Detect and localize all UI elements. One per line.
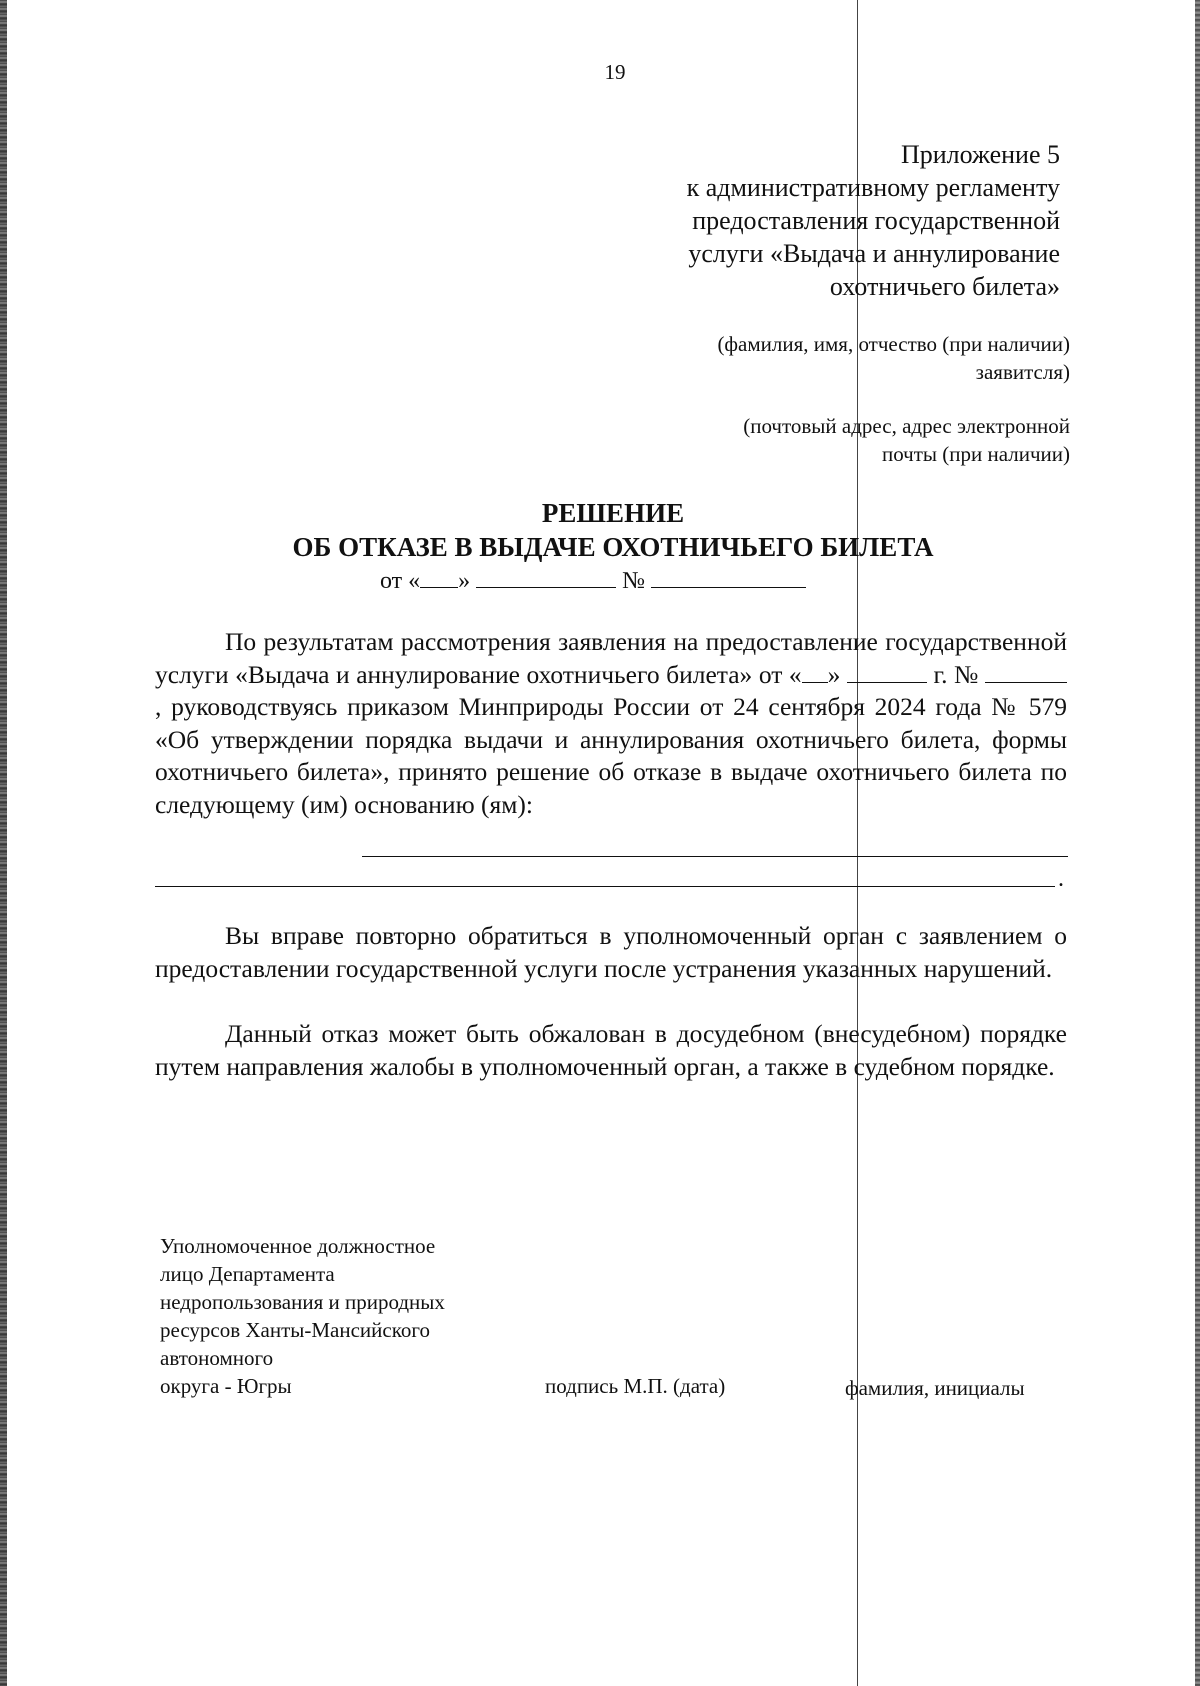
reason-line-2 bbox=[155, 886, 1055, 887]
day-blank bbox=[802, 662, 828, 683]
month-blank bbox=[847, 662, 927, 683]
applicant-name-caption bbox=[550, 330, 1070, 386]
paragraph-text: » bbox=[827, 659, 841, 689]
paragraph-text: г. № bbox=[933, 659, 979, 689]
scan-right-edge bbox=[1195, 0, 1200, 1686]
decision-date-number-line bbox=[380, 565, 806, 595]
official-title bbox=[160, 1232, 520, 1400]
appendix-line: охотничьего билета» bbox=[829, 272, 1060, 301]
name-initials-caption: фамилия, инициалы bbox=[845, 1376, 1025, 1400]
appendix-line: услуги «Выдача и аннулирование bbox=[688, 239, 1060, 268]
official-line: автономного bbox=[160, 1346, 274, 1370]
appendix-line: к административному регламенту bbox=[686, 173, 1060, 202]
official-line: ресурсов Ханты-Мансийского bbox=[160, 1318, 430, 1342]
applicant-address-caption bbox=[550, 412, 1070, 468]
title-line-2: ОБ ОТКАЗЕ В ВЫДАЧЕ ОХОТНИЧЬЕГО БИЛЕТА bbox=[292, 532, 934, 562]
caption-line: почты (при наличии) bbox=[881, 442, 1070, 466]
number-sign: № bbox=[622, 568, 646, 594]
appendix-header bbox=[540, 138, 1060, 303]
caption-line: (почтовый адрес, адрес электронной bbox=[743, 414, 1070, 438]
date-prefix: от « bbox=[380, 568, 421, 594]
reason-end-dot: . bbox=[1058, 866, 1064, 892]
paragraph-text: Вы вправе повторно обратиться в уполномоченный орган с заявлением о предоставлении государственной услуги после устранения указанных нарушений. bbox=[155, 921, 1067, 983]
paragraph-appeal bbox=[155, 1018, 1067, 1083]
reason-line-1 bbox=[362, 856, 1068, 857]
paragraph-text: Данный отказ может быть обжалован в досудебном (внесудебном) порядке путем направления жалобы в уполномоченный орган, а также в судебном порядке. bbox=[155, 1019, 1067, 1081]
official-line: недропользования и природных bbox=[160, 1290, 445, 1314]
date-mid: » bbox=[458, 568, 471, 594]
title-line-1: РЕШЕНИЕ bbox=[541, 498, 685, 528]
page-number: 19 bbox=[604, 60, 626, 84]
caption-line: заявитсля) bbox=[975, 360, 1070, 384]
signature-caption: подпись М.П. (дата) bbox=[545, 1374, 726, 1398]
paragraph-decision bbox=[155, 626, 1067, 821]
scan-left-edge bbox=[0, 0, 7, 1686]
appendix-line: Приложение 5 bbox=[900, 140, 1060, 169]
document-title bbox=[150, 496, 1076, 564]
official-line: лицо Департамента bbox=[160, 1262, 335, 1286]
month-year-blank bbox=[476, 565, 616, 588]
number-blank bbox=[985, 662, 1067, 683]
official-line: Уполномоченное должностное bbox=[160, 1234, 436, 1258]
official-line: округа - Югры bbox=[160, 1374, 292, 1398]
appendix-line: предоставления государственной bbox=[692, 206, 1060, 235]
paragraph-reapply bbox=[155, 920, 1067, 985]
paragraph-text: , руководствуясь приказом Минприроды России от 24 сентября 2024 года № 579 «Об утверждении порядка выдачи и аннулирования охотничьего билета, формы охотничьего билета», принято решение об отказе в выдаче охотничьего билета по следующему (им) основанию (ям): bbox=[155, 692, 1067, 819]
number-blank bbox=[651, 565, 806, 588]
caption-line: (фамилия, имя, отчество (при наличии) bbox=[717, 332, 1070, 356]
paragraph-text: По результатам рассмотрения заявления на предоставление государственной услуги «Выдача и аннулирование охотничьего билета» от « bbox=[155, 627, 1067, 689]
day-blank bbox=[420, 565, 458, 588]
